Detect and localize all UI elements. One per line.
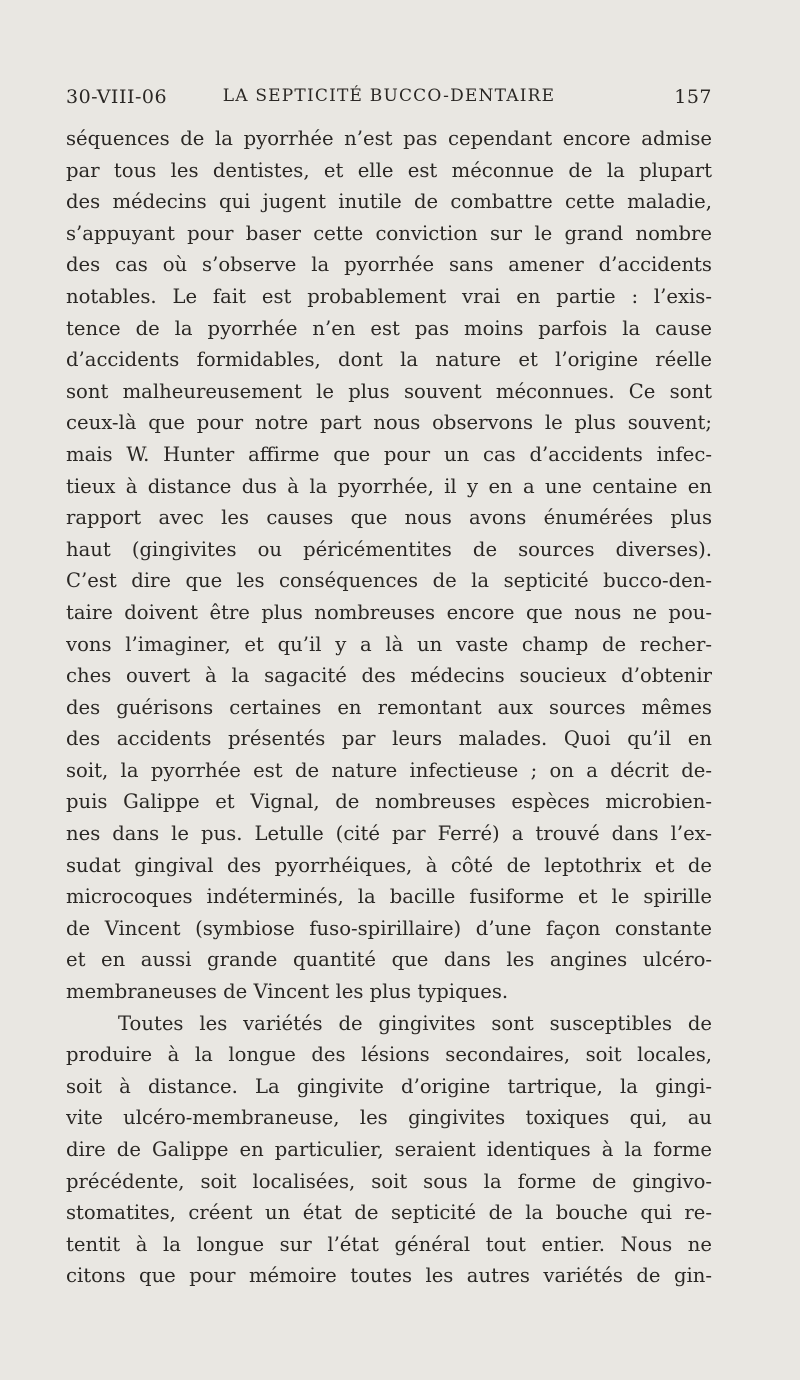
text-line: soit, la pyorrhée est de nature infectieuse ; on a décrit de- bbox=[66, 758, 712, 782]
text-line: vons l’imaginer, et qu’il y a là un vaste champ de recher- bbox=[66, 632, 712, 656]
text-line: C’est dire que les conséquences de la septicité bucco-den- bbox=[66, 569, 712, 593]
text-line: taire doivent être plus nombreuses encore que nous ne pou- bbox=[66, 600, 712, 624]
text-line: par tous les dentistes, et elle est méconnue de la plupart bbox=[66, 158, 712, 182]
text-line: vite ulcéro-membraneuse, les gingivites toxiques qui, au bbox=[66, 1106, 712, 1130]
running-head bbox=[66, 86, 712, 116]
text-line: dire de Galippe en particulier, seraient identiques à la forme bbox=[66, 1138, 712, 1161]
text-line: tieux à distance dus à la pyorrhée, il y en a une centaine en bbox=[66, 474, 712, 498]
text-line: précédente, soit localisées, soit sous la forme de gingivo- bbox=[66, 1169, 712, 1193]
text-line: notables. Le fait est probablement vrai en partie : l’exis- bbox=[66, 284, 712, 308]
text-line: membraneuses de Vincent les plus typiques. bbox=[66, 980, 509, 1004]
text-line: des accidents présentés par leurs malades. Quoi qu’il en bbox=[66, 727, 712, 751]
text-line: haut (gingivites ou péricémentites de sources diverses). bbox=[66, 537, 712, 561]
body-text bbox=[66, 123, 712, 1292]
text-line: des cas où s’observe la pyorrhée sans amener d’accidents bbox=[66, 253, 712, 277]
text-line: des médecins qui jugent inutile de combattre cette maladie, bbox=[66, 190, 712, 214]
text-line: séquences de la pyorrhée n’est pas cependant encore admise bbox=[66, 127, 712, 150]
text-line: et en aussi grande quantité que dans les angines ulcéro- bbox=[66, 948, 712, 972]
text-line: puis Galippe et Vignal, de nombreuses espèces microbien- bbox=[66, 790, 712, 814]
text-line: d’accidents formidables, dont la nature et l’origine réelle bbox=[66, 348, 712, 372]
text-line: produire à la longue des lésions secondaires, soit locales, bbox=[66, 1043, 712, 1067]
text-line: de Vincent (symbiose fuso-spirillaire) d’une façon constante bbox=[66, 916, 712, 940]
text-line: ceux-là que pour notre part nous observons le plus souvent; bbox=[66, 411, 712, 435]
text-line: mais W. Hunter affirme que pour un cas d’accidents infec- bbox=[66, 442, 712, 466]
text-line: Toutes les variétés de gingivites sont susceptibles de bbox=[118, 1011, 712, 1035]
text-line: sudat gingival des pyorrhéiques, à côté de leptothrix et de bbox=[66, 853, 712, 877]
text-line: stomatites, créent un état de septicité de la bouche qui re- bbox=[66, 1201, 712, 1225]
text-line: sont malheureusement le plus souvent méconnues. Ce sont bbox=[66, 379, 712, 403]
text-line: citons que pour mémoire toutes les autres variétés de gin- bbox=[66, 1264, 712, 1288]
text-line: s’appuyant pour baser cette conviction sur le grand nombre bbox=[66, 221, 712, 245]
paragraph-2 bbox=[66, 1008, 712, 1292]
text-line: tentit à la longue sur l’état général tout entier. Nous ne bbox=[66, 1232, 712, 1256]
text-line: microcoques indéterminés, la bacille fusiforme et le spirille bbox=[66, 885, 712, 909]
text-line: tence de la pyorrhée n’en est pas moins parfois la cause bbox=[66, 316, 712, 340]
text-line: des guérisons certaines en remontant aux sources mêmes bbox=[66, 695, 712, 719]
text-line: ches ouvert à la sagacité des médecins soucieux d’obtenir bbox=[66, 664, 712, 688]
page-number: 157 bbox=[674, 86, 712, 108]
text-line: soit à distance. La gingivite d’origine tartrique, la gingi- bbox=[66, 1074, 712, 1098]
header-date: 30-VIII-06 bbox=[66, 86, 168, 108]
text-line: rapport avec les causes que nous avons énumérées plus bbox=[66, 506, 712, 530]
paragraph-1 bbox=[66, 123, 712, 1008]
header-title: LA SEPTICITÉ BUCCO-DENTAIRE bbox=[222, 86, 556, 106]
text-line: nes dans le pus. Letulle (cité par Ferré) a trouvé dans l’ex- bbox=[66, 822, 712, 846]
